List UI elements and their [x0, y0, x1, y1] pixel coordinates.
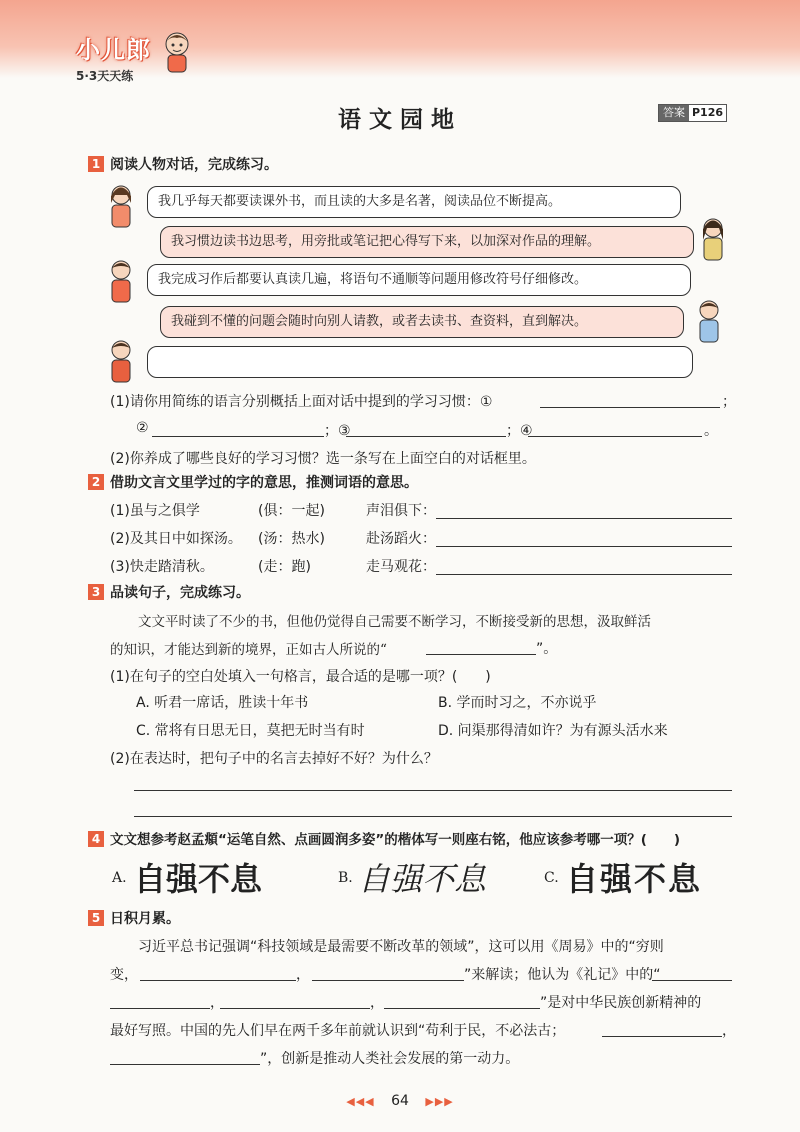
boy-icon: [106, 338, 136, 384]
q5-blank-4[interactable]: [220, 990, 370, 1009]
q5-blank-2[interactable]: [312, 962, 464, 981]
q4-choice-a[interactable]: 自强不息: [134, 860, 263, 898]
prev-arrows-icon: ◀◀◀: [346, 1095, 375, 1108]
q3-paragraph-line-1: 文文平时读了不少的书，但他仍觉得自己需要不断学习，不断接受新的思想，汲取鲜活: [138, 614, 651, 630]
q1-heading-text: 阅读人物对话，完成练习。: [110, 157, 278, 173]
q4-heading-text: 文文想参考赵孟頫“运笔自然、点画圆润多姿”的楷体写一则座右铭，他应该参考哪一项？( ): [110, 832, 681, 848]
q2-gloss-3: (走：跑): [258, 559, 311, 575]
q4-choice-b[interactable]: 自强不息: [358, 860, 487, 898]
q2-gloss-1: (俱：一起): [258, 503, 325, 519]
q5-blank-1[interactable]: [140, 962, 296, 981]
q5-heading-text: 日积月累。: [110, 911, 180, 927]
q1-mark-2: ②: [136, 420, 149, 436]
q3-option-b[interactable]: B. 学而时习之，不亦说乎: [438, 695, 597, 711]
q1-heading: [88, 154, 278, 174]
q1-sub1: (1)请你用简练的语言分别概括上面对话中提到的学习习惯：①: [110, 394, 493, 410]
q5-line-2-start: 变，: [110, 967, 138, 983]
q3-answer-line-2[interactable]: [134, 800, 732, 817]
q1-mark-4: ；④: [506, 423, 533, 439]
mascot-icon: [160, 30, 194, 74]
page-number: 64: [391, 1093, 409, 1109]
q2-gloss-2: (汤：热水): [258, 531, 325, 547]
q5-heading: [88, 908, 180, 928]
answer-page: P126: [692, 106, 724, 119]
q2-source-3: (3)快走踏清秋。: [110, 559, 214, 575]
q5-blank-6[interactable]: [602, 1018, 722, 1037]
girl-icon: [106, 183, 136, 229]
answer-blank-4[interactable]: [528, 418, 702, 437]
q2-heading: [88, 472, 418, 492]
q3-option-d[interactable]: D. 问渠那得清如许？为有源头活水来: [438, 723, 668, 739]
q5-blank-3b[interactable]: [110, 990, 210, 1009]
q3-option-a[interactable]: A. 听君一席话，胜读十年书: [136, 695, 309, 711]
q2-word-3: 走马观花：: [366, 559, 436, 575]
answer-blank-2[interactable]: [152, 418, 324, 437]
logo-subtitle: 5·3天天练: [76, 69, 134, 83]
q5-number: 5: [88, 910, 104, 926]
q5-line-3-comma-1: ，: [210, 995, 224, 1011]
q4-number: 4: [88, 831, 104, 847]
next-arrows-icon: ▶▶▶: [425, 1095, 454, 1108]
q4-choice-c[interactable]: 自强不息: [566, 860, 703, 898]
q2-answer-line-2[interactable]: [436, 528, 732, 547]
girl-icon: [698, 216, 728, 262]
boy-icon: [694, 298, 724, 344]
q2-source-1: (1)虽与之俱学: [110, 503, 200, 519]
q1-sub2: (2)你养成了哪些良好的学习习惯？选一条写在上面空白的对话框里。: [110, 451, 536, 467]
blank-dialogue-bubble[interactable]: [147, 346, 693, 378]
q3-heading: [88, 582, 250, 602]
q5-line-2-comma: ，: [296, 967, 310, 983]
q1-end: 。: [704, 423, 718, 439]
q1-semicolon: ；: [722, 394, 736, 410]
q5-line-4: 最好写照。中国的先人们早在两千多年前就认识到“苟利于民，不必法古；: [110, 1023, 566, 1039]
q5-blank-5[interactable]: [384, 990, 540, 1009]
q5-line-2-end: ”来解读；他认为《礼记》中的“: [464, 967, 661, 983]
q3-answer-line-1[interactable]: [134, 774, 732, 791]
q5-blank-7[interactable]: [110, 1046, 260, 1065]
q3-option-c[interactable]: C. 常将有日思无日，莫把无时当有时: [136, 723, 365, 739]
boy-icon: [106, 258, 136, 304]
q2-word-2: 赴汤蹈火：: [366, 531, 436, 547]
q5-line-4-comma: ，: [722, 1023, 736, 1039]
page-title: 语文园地: [338, 107, 462, 133]
q1-number: 1: [88, 156, 104, 172]
q5-line-3-comma-2: ，: [370, 995, 384, 1011]
q3-heading-text: 品读句子，完成练习。: [110, 585, 250, 601]
logo-title: 小儿郎: [76, 36, 151, 64]
dialogue-bubble-2: 我习惯边读书边思考，用旁批或笔记把心得写下来，以加深对作品的理解。: [160, 226, 694, 258]
q2-answer-line-1[interactable]: [436, 500, 732, 519]
q4-label-a: A.: [112, 870, 127, 886]
q5-blank-3a[interactable]: [652, 962, 732, 981]
q3-paragraph-end: ”。: [536, 641, 558, 657]
q2-number: 2: [88, 474, 104, 490]
answer-tag: [658, 104, 727, 122]
page-footer: [0, 1093, 800, 1109]
dialogue-bubble-3: 我完成习作后都要认真读几遍，将语句不通顺等问题用修改符号仔细修改。: [147, 264, 691, 296]
q5-line-5: ”，创新是推动人类社会发展的第一动力。: [260, 1051, 520, 1067]
q4-heading: [88, 828, 680, 848]
q2-heading-text: 借助文言文里学过的字的意思，推测词语的意思。: [110, 475, 418, 491]
q3-number: 3: [88, 584, 104, 600]
q2-word-1: 声泪俱下：: [366, 503, 436, 519]
dialogue-bubble-4: 我碰到不懂的问题会随时向别人请教，或者去读书、查资料，直到解决。: [160, 306, 684, 338]
q5-line-3-end: ”是对中华民族创新精神的: [540, 995, 702, 1011]
answer-label: 答案: [659, 105, 689, 121]
q3-sub1: (1)在句子的空白处填入一句格言，最合适的是哪一项？( ): [110, 669, 491, 685]
q5-line-1: 习近平总书记强调“科技领域是最需要不断改革的领域”，这可以用《周易》中的“穷则: [138, 939, 664, 955]
brand-logo: [76, 30, 151, 84]
q4-label-c: C.: [544, 870, 559, 886]
q4-label-b: B.: [338, 870, 353, 886]
answer-blank-1[interactable]: [540, 389, 720, 408]
q2-answer-line-3[interactable]: [436, 556, 732, 575]
q3-paragraph-line-2: 的知识，才能达到新的境界，正如古人所说的“: [110, 642, 387, 658]
q3-fill-blank[interactable]: [426, 636, 536, 655]
q3-sub2: (2)在表达时，把句子中的名言去掉好不好？为什么？: [110, 751, 438, 767]
q1-mark-3: ；③: [324, 423, 351, 439]
q2-source-2: (2)及其日中如探汤。: [110, 531, 242, 547]
answer-blank-3[interactable]: [346, 418, 506, 437]
dialogue-bubble-1: 我几乎每天都要读课外书，而且读的大多是名著，阅读品位不断提高。: [147, 186, 681, 218]
